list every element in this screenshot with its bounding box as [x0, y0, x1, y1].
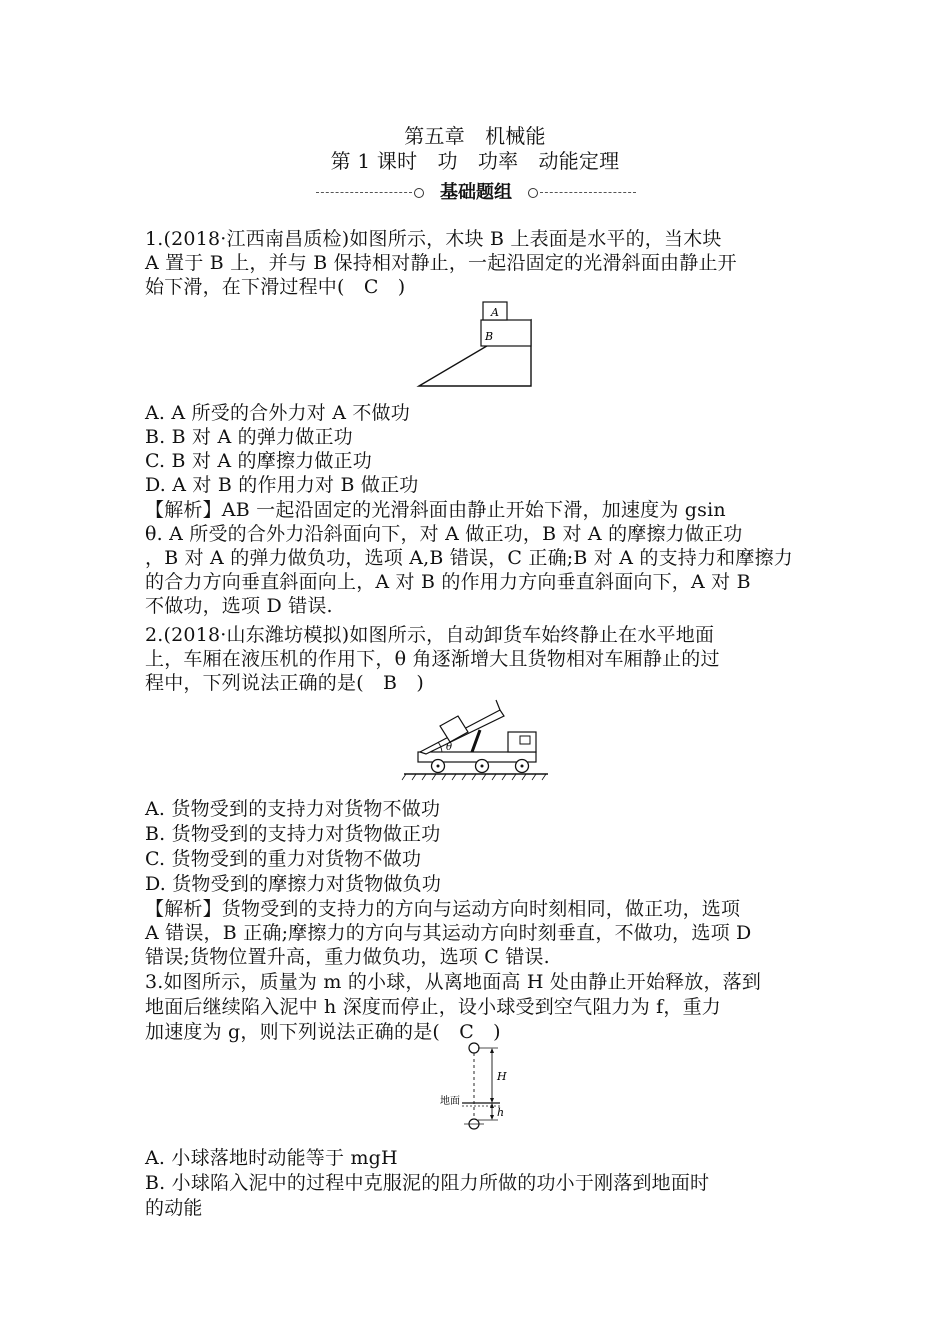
q1-analysis-line: θ. A 所受的合外力沿斜面向下，对 A 做正功，B 对 A 的摩擦力做正功: [145, 523, 743, 545]
big-h-label: H: [497, 1070, 507, 1083]
q1-option-c: C. B 对 A 的摩擦力做正功: [145, 450, 372, 472]
cab-window: [520, 736, 530, 744]
block-a-label: A: [491, 306, 499, 319]
q1-stem-line: 始下滑，在下滑过程中( C ): [145, 276, 406, 298]
q1-analysis-line: 【解析】AB 一起沿固定的光滑斜面由静止开始下滑，加速度为 gsin: [145, 499, 726, 521]
small-h-label: h: [497, 1106, 505, 1119]
q1-stem-line: A 置于 B 上，并与 B 保持相对静止，一起沿固定的光滑斜面由静止开: [145, 252, 737, 274]
section-banner: [316, 180, 636, 206]
q2-stem-line: 2.(2018·山东潍坊模拟)如图所示，自动卸货车始终静止在水平地面: [145, 624, 715, 646]
ground-label: 地面: [440, 1096, 460, 1107]
q1-stem-line: 1.(2018·江西南昌质检)如图所示，木块 B 上表面是水平的，当木块: [145, 228, 722, 250]
q2-option-c: C. 货物受到的重力对货物不做功: [145, 848, 422, 870]
q3-stem-line: 地面后继续陷入泥中 h 深度而停止，设小球受到空气阻力为 f，重力: [145, 996, 721, 1018]
q1-analysis-line: 不做功，选项 D 错误.: [145, 595, 333, 617]
q3-stem-line: 加速度为 g，则下列说法正确的是( C ): [145, 1021, 501, 1043]
hydraulic-arm: [472, 730, 480, 752]
q3-falling-ball-figure: [440, 1042, 520, 1136]
q1-option-a: A. A 所受的合外力对 A 不做功: [145, 402, 410, 424]
bed-tail: [496, 700, 500, 710]
q1-option-d: D. A 对 B 的作用力对 B 做正功: [145, 474, 419, 496]
q1-option-b: B. B 对 A 的弹力做正功: [145, 426, 353, 448]
q2-analysis-line: A 错误，B 正确;摩擦力的方向与其运动方向时刻垂直，不做功，选项 D: [145, 922, 752, 944]
lesson-title: 第 1 课时 功 功率 动能定理: [330, 149, 620, 173]
q2-option-d: D. 货物受到的摩擦力对货物做负功: [145, 873, 442, 895]
q2-option-a: A. 货物受到的支持力对货物不做功: [145, 798, 441, 820]
q1-analysis-line: ，B 对 A 的弹力做负功，选项 A,B 错误，C 正确;B 对 A 的支持力和摩擦力: [145, 547, 793, 569]
q2-dump-truck-figure: [400, 696, 555, 784]
q3-stem-line: 3.如图所示，质量为 m 的小球，从离地面高 H 处由静止开始释放，落到: [145, 971, 762, 993]
q3-option-b: B. 小球陷入泥中的过程中克服泥的阻力所做的功小于刚落到地面时: [145, 1172, 710, 1194]
q3-option-a: A. 小球落地时动能等于 mgH: [145, 1147, 398, 1169]
q3-option-b-cont: 的动能: [145, 1197, 203, 1219]
ball-initial: [469, 1043, 479, 1053]
q1-analysis-line: 的合力方向垂直斜面向上，A 对 B 的作用力方向垂直斜面向下，A 对 B: [145, 571, 751, 593]
theta-label: θ: [446, 742, 453, 753]
q2-stem-line: 上，车厢在液压机的作用下，θ 角逐渐增大且货物相对车厢静止的过: [145, 648, 720, 670]
chapter-title: 第五章 机械能: [404, 124, 546, 148]
q2-analysis-line: 错误;货物位置升高，重力做负功，选项 C 错误.: [145, 946, 550, 968]
block-b-label: B: [485, 330, 494, 343]
q2-option-b: B. 货物受到的支持力对货物做正功: [145, 823, 441, 845]
q2-stem-line: 程中，下列说法正确的是( B ): [145, 672, 424, 694]
q1-incline-figure: [415, 296, 535, 390]
q2-analysis-line: 【解析】货物受到的支持力的方向与运动方向时刻相同，做正功，选项: [145, 898, 741, 920]
section-banner-label: 基础题组: [440, 182, 512, 203]
cargo-box: [440, 716, 468, 742]
